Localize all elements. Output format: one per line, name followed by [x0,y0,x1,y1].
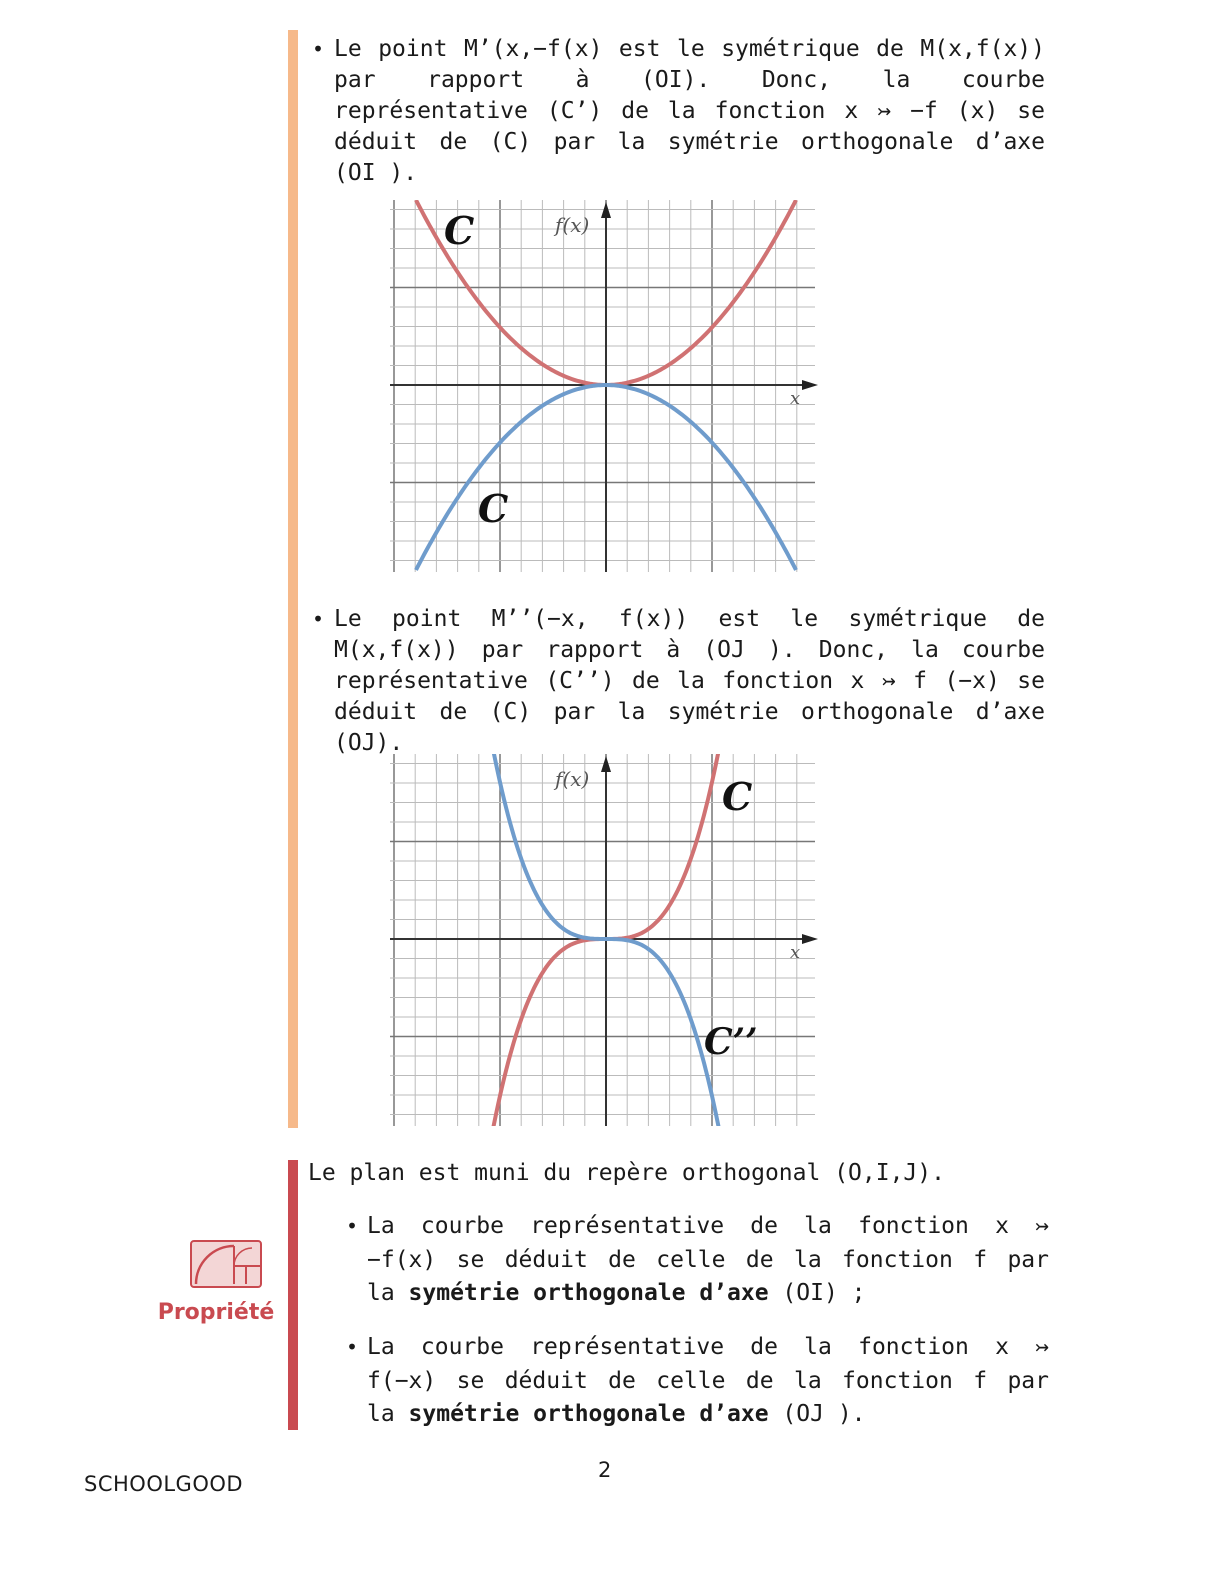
propriete-intro: Le plan est muni du repère orthogonal (O,I,J). [308,1160,945,1186]
text-line: (OI ). [334,160,418,186]
text-line: (OJ). [334,730,404,756]
text-line: représentative (C’) de la fonction x ↣ −f (x) se [334,98,1045,124]
x-axis-arrow [802,934,818,944]
bold-term: symétrie orthogonale d’axe [408,1280,769,1306]
propriete-label: Propriété [157,1300,275,1325]
x-axis-label: x [790,388,801,409]
graph-2-svg [390,754,820,1126]
curve-c-label: C [444,208,475,253]
text-line [367,1398,1049,1432]
text-line: Le point M’’(−x, f(x)) est le symétrique de [334,606,1045,632]
text-line: représentative (C’’) de la fonction x ↣ f (−x) se [334,668,1045,694]
bullet-symmetry-oi [312,34,1045,189]
graph-1-svg [390,200,820,572]
text-suffix: (OJ ). [768,1401,866,1427]
text-line: M(x,f(x)) par rapport à (OJ ). Donc, la courbe [334,637,1045,663]
text-line: Le point M’(x,−f(x) est le symétrique de M(x,f(x)) [334,36,1045,62]
bullet-dot: • [346,1335,359,1359]
text-line: par rapport à (OI). Donc, la courbe [334,67,1045,93]
bold-term: symétrie orthogonale d’axe [408,1401,769,1427]
text-line: −f(x) se déduit de celle de la fonction f par [367,1246,1049,1273]
propriete-item-oi [346,1210,1049,1311]
graph-parabola-symmetry [390,200,820,572]
section-accent-bar [288,30,298,1128]
text-line: f(−x) se déduit de celle de la fonction f par [367,1367,1049,1394]
bullet-symmetry-oj [312,604,1045,759]
y-axis-label: f(x) [555,213,590,237]
curve-c-double-prime-label: C’’ [704,1021,758,1063]
text-suffix: (OI) ; [768,1280,866,1306]
text-line: La courbe représentative de la fonction x ↣ [367,1334,1049,1360]
text-line [367,1277,1049,1311]
page-number: 2 [598,1458,612,1482]
text-prefix: la [367,1280,409,1306]
curve-c-label: C [722,774,753,819]
text-line: La courbe représentative de la fonction x ↣ [367,1213,1049,1239]
y-axis-arrow [601,756,611,772]
y-axis-label: f(x) [555,767,590,791]
bullet-dot: • [346,1214,359,1238]
text-line: déduit de (C) par la symétrie orthogonale d’axe [334,129,1045,155]
text-line: déduit de (C) par la symétrie orthogonale d’axe [334,699,1045,725]
propriete-accent-bar [288,1160,298,1430]
curve-c-prime-label: C [478,486,509,531]
text-prefix: la [367,1401,409,1427]
golden-spiral-icon [190,1240,262,1288]
x-axis-arrow [802,380,818,390]
footer-brand: SCHOOLGOOD [84,1472,244,1496]
y-axis-arrow [601,202,611,218]
x-axis-label: x [790,942,801,963]
propriete-item-oj [346,1331,1049,1432]
bullet-dot: • [312,607,325,631]
graph-cubic-symmetry [390,754,820,1126]
bullet-dot: • [312,37,325,61]
